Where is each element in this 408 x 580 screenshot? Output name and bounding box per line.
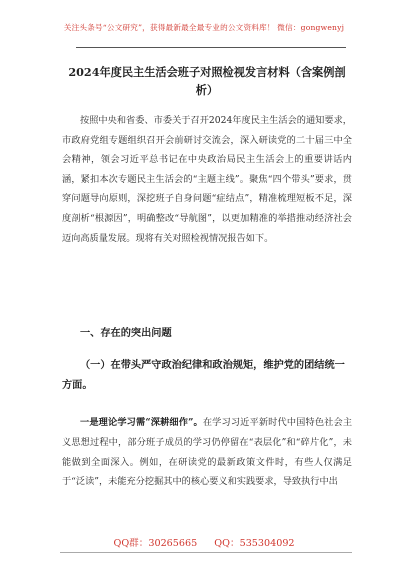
point-body: 在学习习近平新时代中国特色社会主义思想过程中，部分班子成员的学习仍停留在“表层化”和“碎片化”，未能做到全面深入。例如，在研读党的最新政策文件时，有些人仅满足于“泛读”，未能充分挖掘其中的核心要义和实践要求，导致执行中出	[62, 417, 353, 488]
document-title: 2024年度民主生活会班子对照检视发言材料（含案例剖析）	[68, 65, 346, 97]
footer-contacts	[0, 535, 408, 549]
point-paragraph	[62, 413, 352, 492]
subsection-heading: （一）在带头严守政治纪律和政治规矩，维护党的团结统一方面。	[62, 359, 345, 391]
point-lead: 一是理论学习需“深耕细作”。	[80, 417, 203, 428]
footer-qq-group: QQ群：30265665	[113, 538, 198, 549]
footer-qq-number: QQ：535304092	[214, 538, 295, 549]
header-banner: 关注头条号“公文研究”，获得最新最全最专业的公文资料库！ 微信：gongwenyj	[63, 23, 345, 32]
intro-paragraph	[62, 111, 352, 248]
footer-divider	[60, 552, 352, 553]
section-heading: 一、存在的突出问题	[80, 327, 172, 339]
header-divider	[76, 47, 346, 48]
intro-paragraph-text: 按照中央和省委、市委关于召开2024年度民主生活会的通知要求，市政府党组专题组织召开会前研讨交流会，深入研读党的二十届三中全会精神，领会习近平总书记在中央政治局民主生活会上的重要讲话内涵，紧扣本次专题民主生活会的“主题主线”。聚焦“四个带头”要求，贯穿问题导向原则，深挖班子自身问题“症结点”，精准梳理短板不足，深度剖析“根源因”，明确整改“导航图”，以更加精准的举措推动经济社会迈向高质量发展。现将有关对照检视情况报告如下。	[62, 115, 352, 244]
